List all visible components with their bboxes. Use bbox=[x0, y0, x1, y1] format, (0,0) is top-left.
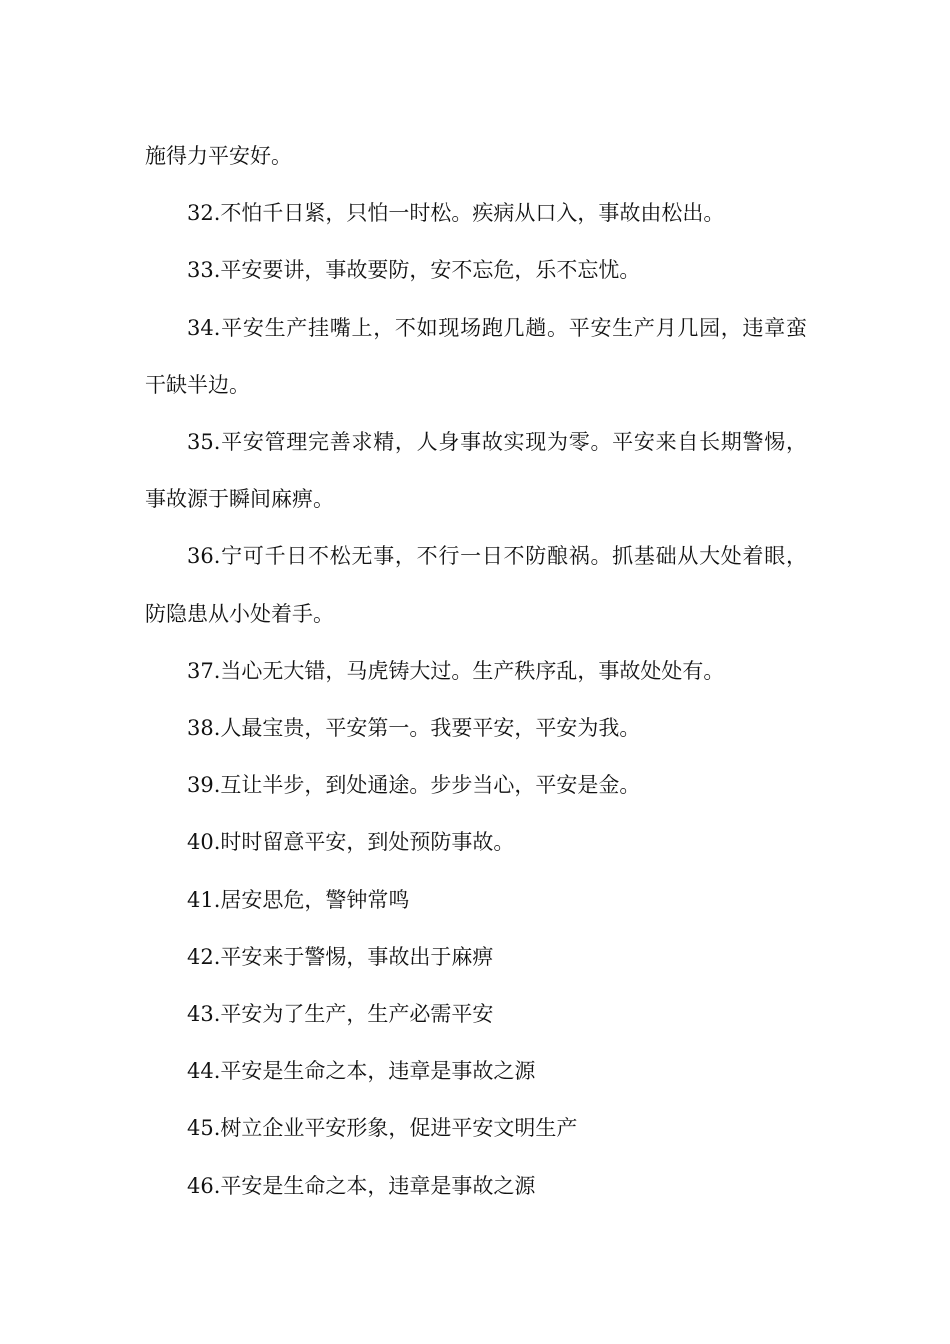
paragraph-item-44: 44.平安是生命之本，违章是事故之源 bbox=[187, 1059, 536, 1084]
paragraph-item-36: 36.宁可千日不松无事，不行一日不防酿祸。抓基础从大处着眼，防隐患从小处着手。 bbox=[145, 544, 807, 626]
paragraph-item-46: 46.平安是生命之本，违章是事故之源 bbox=[187, 1173, 536, 1198]
paragraph-item-43: 43.平安为了生产，生产必需平安 bbox=[187, 1002, 494, 1027]
paragraph-item-39: 39.互让半步，到处通途。步步当心，平安是金。 bbox=[187, 773, 641, 798]
paragraph-item-42: 42.平安来于警惕，事故出于麻痹 bbox=[187, 944, 494, 969]
paragraph-item-45: 45.树立企业平安形象，促进平安文明生产 bbox=[187, 1116, 578, 1141]
paragraph-item-34: 34.平安生产挂嘴上，不如现场跑几趟。平安生产月几园，违章蛮干缺半边。 bbox=[145, 315, 807, 397]
paragraph-item-38: 38.人最宝贵，平安第一。我要平安，平安为我。 bbox=[187, 716, 641, 741]
paragraph-continuation: 施得力平安好。 bbox=[145, 144, 292, 168]
document-body bbox=[145, 128, 807, 1215]
paragraph-item-33: 33.平安要讲，事故要防，安不忘危，乐不忘忧。 bbox=[187, 258, 641, 283]
paragraph-item-32: 32.不怕千日紧，只怕一时松。疾病从口入，事故由松出。 bbox=[187, 201, 725, 226]
paragraph-item-40: 40.时时留意平安，到处预防事故。 bbox=[187, 830, 515, 855]
paragraph-item-37: 37.当心无大错，马虎铸大过。生产秩序乱，事故处处有。 bbox=[187, 658, 725, 683]
paragraph-item-35: 35.平安管理完善求精，人身事故实现为零。平安来自长期警惕，事故源于瞬间麻痹。 bbox=[145, 430, 807, 512]
paragraph-item-41: 41.居安思危，警钟常鸣 bbox=[187, 887, 410, 912]
